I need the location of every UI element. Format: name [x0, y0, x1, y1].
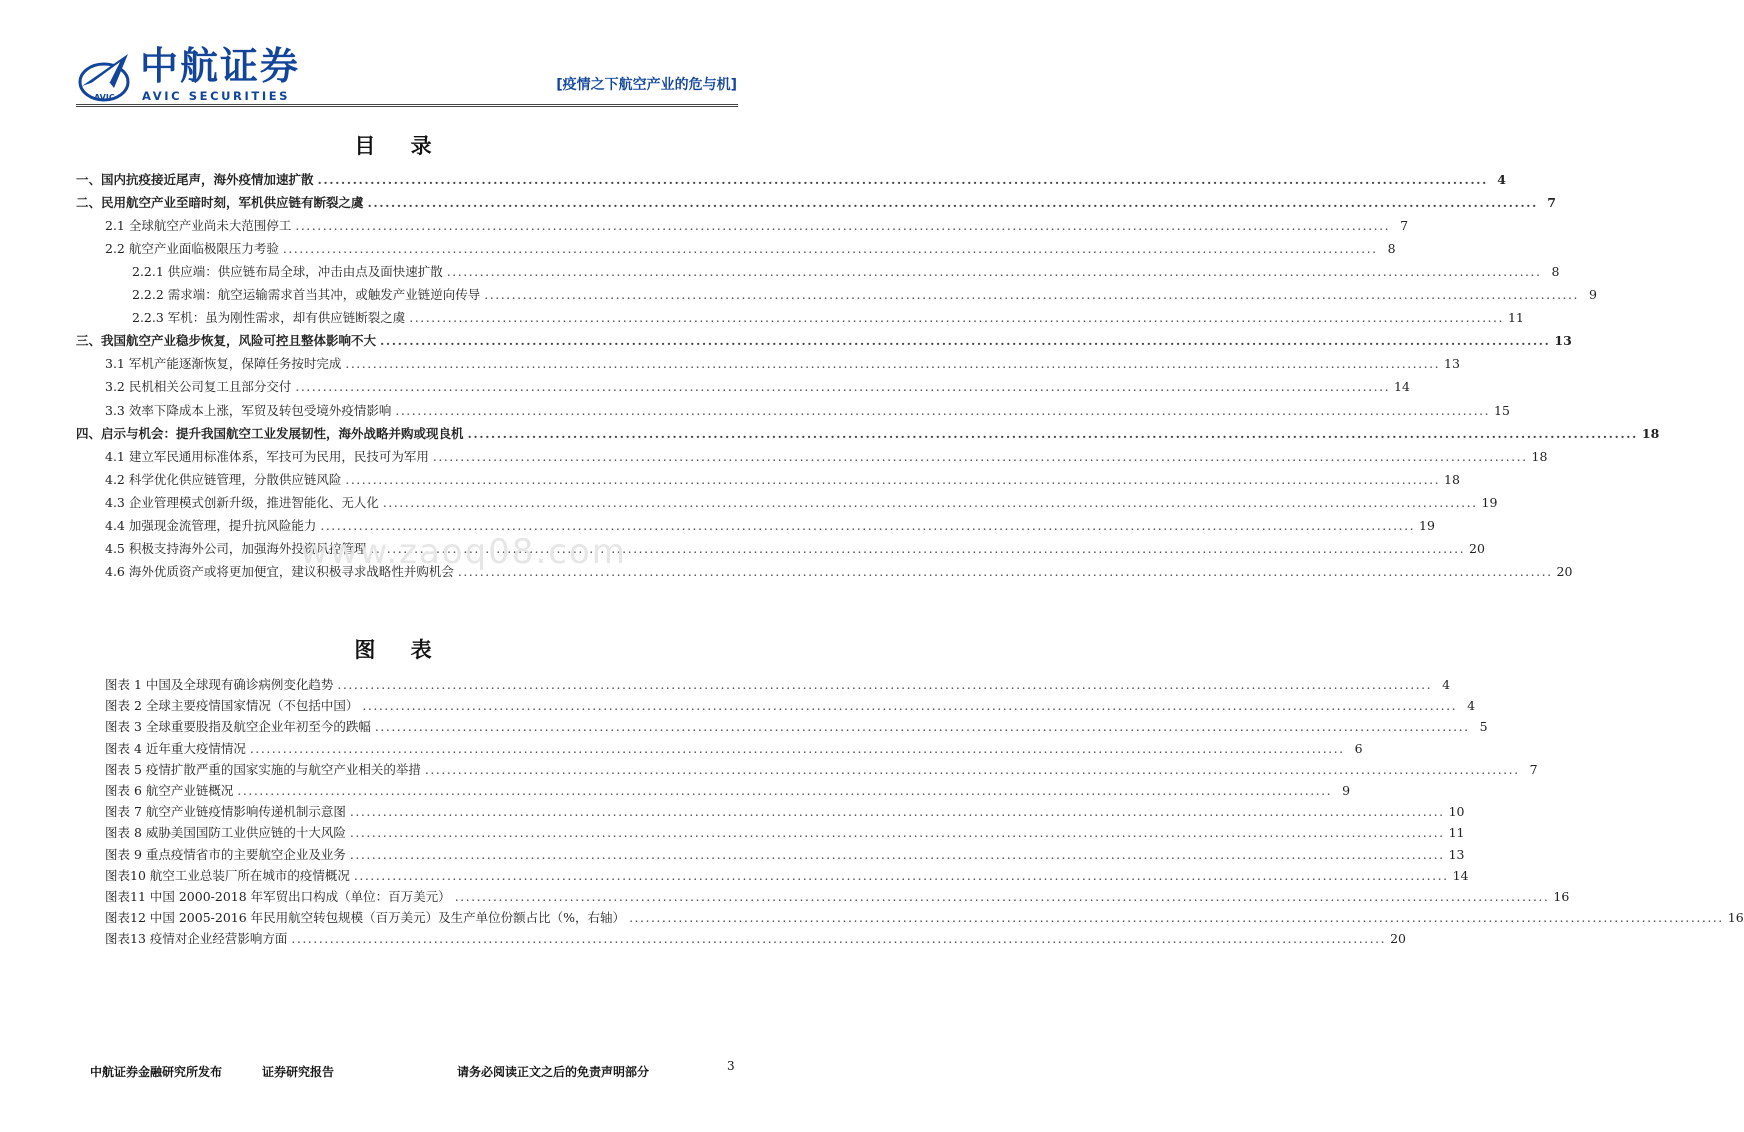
entry-page-number: 18	[1531, 448, 1548, 464]
entry-title: 一、国内抗疫接近尾声，海外疫情加速扩散	[76, 172, 314, 187]
figure-entry[interactable]	[105, 783, 1351, 799]
dot-leader: ........................................................................................................................................................................................................	[317, 172, 1488, 187]
entry-page-number: 13	[1444, 356, 1460, 372]
dot-leader: ........................................................................................................................................................................................................	[291, 931, 1387, 947]
entry-title: 图表 6 航空产业链概况	[105, 783, 234, 798]
entry-page-number: 16	[1553, 889, 1570, 904]
dot-leader: ........................................................................................................................................................................................................	[467, 425, 1638, 441]
entry-page-number: 9	[1589, 287, 1597, 303]
entry-title: 图表 5 疫情扩散严重的国家实施的与航空产业相关的举措	[105, 761, 421, 777]
footer-publisher: 中航证券金融研究所发布	[90, 1065, 223, 1079]
entry-title: 3.3 效率下降成本上涨，军贸及转包受境外疫情影响	[105, 402, 392, 418]
toc-entry[interactable]	[105, 379, 1410, 395]
toc-entry[interactable]	[132, 287, 1597, 303]
watermark: www.zaoq08.com	[300, 532, 627, 572]
toc-entry[interactable]	[105, 356, 1460, 372]
entry-page-number: 20	[1469, 540, 1485, 556]
entry-title: 4.6 海外优质资产或将更加便宜，建议积极寻求战略性并购机会	[105, 563, 454, 579]
figures-title: 图 表	[354, 637, 446, 662]
dot-leader: ........................................................................................................................................................................................................	[345, 471, 1441, 487]
header-divider	[76, 104, 738, 105]
figure-entry[interactable]	[105, 761, 1538, 778]
dot-leader: ........................................................................................................................................................................................................	[367, 195, 1538, 211]
dot-leader: ........................................................................................................................................................................................................	[370, 540, 1466, 556]
entry-page-number: 9	[1342, 783, 1351, 798]
footer-disclaimer: 请务必阅读正文之后的免责声明部分	[457, 1065, 650, 1079]
dot-leader: ........................................................................................................................................................................................................	[374, 719, 1470, 735]
entry-page-number: 11	[1507, 310, 1524, 326]
entry-title: 图表 7 航空产业链疫情影响传递机制示意图	[105, 804, 346, 820]
page-header	[0, 0, 800, 110]
dot-leader: ........................................................................................................................................................................................................	[282, 241, 1378, 257]
dot-leader: ........................................................................................................................................................................................................	[237, 783, 1333, 798]
dot-leader: ........................................................................................................................................................................................................	[629, 910, 1724, 926]
entry-title: 图表 4 近年重大疫情情况	[105, 740, 246, 756]
dot-leader: ........................................................................................................................................................................................................	[353, 867, 1449, 883]
toc-entry[interactable]	[76, 172, 1506, 188]
entry-title: 2.2.3 军机：虽为刚性需求，却有供应链断裂之虞	[132, 310, 406, 326]
entry-title: 4.3 企业管理模式创新升级，推进智能化、无人化	[105, 494, 379, 510]
entry-page-number: 20	[1556, 563, 1573, 579]
toc-entry[interactable]	[76, 333, 1572, 349]
entry-title: 图表13 疫情对企业经营影响方面	[105, 931, 288, 947]
toc-title: 目 录	[354, 133, 446, 158]
dot-leader: ........................................................................................................................................................................................................	[295, 218, 1391, 234]
entry-page-number: 13	[1448, 846, 1465, 862]
toc-entry[interactable]	[76, 195, 1556, 211]
entry-page-number: 7	[1529, 761, 1538, 777]
dot-leader: ........................................................................................................................................................................................................	[345, 356, 1441, 372]
entry-title: 图表10 航空工业总装厂所在城市的疫情概况	[105, 867, 350, 883]
figure-entry[interactable]	[105, 719, 1488, 735]
entry-title: 3.1 军机产能逐渐恢复，保障任务按时完成	[105, 356, 342, 372]
entry-title: 四、启示与机会：提升我国航空工业发展韧性，海外战略并购或现良机	[76, 425, 464, 441]
figure-entry[interactable]	[105, 846, 1465, 863]
entry-title: 3.2 民机相关公司复工且部分交付	[105, 379, 292, 395]
entry-title: 4.4 加强现金流管理，提升抗风险能力	[105, 517, 317, 533]
entry-title: 2.2.2 需求端：航空运输需求首当其冲，或触发产业链逆向传导	[132, 287, 481, 303]
page-footer	[0, 1055, 800, 1085]
entry-title: 图表 2 全球主要疫情国家情况（不包括中国）	[105, 698, 359, 714]
entry-title: 2.1 全球航空产业尚未大范围停工	[105, 218, 292, 234]
entry-page-number: 20	[1390, 931, 1406, 947]
entry-page-number: 8	[1387, 241, 1396, 257]
dot-leader: ........................................................................................................................................................................................................	[446, 264, 1542, 280]
entry-page-number: 14	[1394, 379, 1410, 395]
entry-page-number: 11	[1448, 825, 1465, 841]
dot-leader: ........................................................................................................................................................................................................	[337, 677, 1433, 692]
brand-name-cn: 中航证券	[140, 44, 301, 88]
entry-title: 4.5 积极支持海外公司，加强海外投资风控管理	[105, 540, 367, 556]
entry-page-number: 15	[1494, 402, 1510, 418]
entry-page-number: 19	[1419, 517, 1435, 533]
toc-entry[interactable]	[105, 494, 1498, 511]
entry-title: 三、我国航空产业稳步恢复，风险可控且整体影响不大	[76, 333, 377, 349]
figure-entry[interactable]	[105, 825, 1465, 841]
dot-leader: ........................................................................................................................................................................................................	[454, 889, 1550, 904]
dot-leader: ........................................................................................................................................................................................................	[249, 740, 1345, 756]
figure-entry[interactable]	[105, 910, 1744, 926]
entry-page-number: 16	[1727, 910, 1744, 926]
brand-name-en: AVIC SECURITIES	[142, 89, 291, 103]
toc-entry[interactable]	[105, 241, 1396, 257]
report-title-tag: [疫情之下航空产业的危与机]	[556, 77, 737, 93]
entry-page-number: 14	[1452, 867, 1469, 883]
toc-entry[interactable]	[76, 425, 1660, 442]
dot-leader: ........................................................................................................................................................................................................	[349, 804, 1445, 820]
page-number: 3	[727, 1059, 735, 1073]
entry-page-number: 13	[1554, 333, 1572, 349]
entry-title: 图表 3 全球重要股指及航空企业年初至今的跌幅	[105, 719, 371, 735]
entry-page-number: 4	[1467, 698, 1476, 714]
dot-leader: ........................................................................................................................................................................................................	[409, 310, 1504, 326]
dot-leader: ........................................................................................................................................................................................................	[382, 494, 1478, 510]
entry-title: 2.2.1 供应端：供应链布局全球，冲击由点及面快速扩散	[132, 264, 443, 280]
logo-text: AVIC	[94, 93, 115, 102]
toc-entry[interactable]	[105, 218, 1409, 234]
figure-entry[interactable]	[105, 698, 1476, 714]
figure-entry[interactable]	[105, 889, 1570, 905]
dot-leader: ........................................................................................................................................................................................................	[349, 846, 1445, 862]
entry-title: 图表12 中国 2005-2016 年民用航空转包规模（百万美元）及生产单位份额占比（%，右轴）	[105, 910, 626, 926]
avic-logo-icon	[76, 48, 136, 108]
entry-title: 二、民用航空产业至暗时刻，军机供应链有断裂之虞	[76, 195, 364, 211]
header-divider-secondary	[76, 106, 738, 107]
dot-leader: ........................................................................................................................................................................................................	[457, 563, 1553, 579]
entry-page-number: 19	[1481, 494, 1498, 510]
figure-entry[interactable]	[105, 867, 1469, 884]
figure-entry[interactable]	[105, 740, 1363, 757]
entry-page-number: 4	[1442, 677, 1451, 692]
entry-title: 2.2 航空产业面临极限压力考验	[105, 241, 279, 257]
figure-entry[interactable]	[105, 804, 1465, 820]
entry-page-number: 8	[1551, 264, 1560, 280]
entry-title: 4.1 建立军民通用标准体系，军技可为民用，民技可为军用	[105, 448, 429, 464]
footer-report-type: 证券研究报告	[262, 1065, 335, 1079]
dot-leader: ........................................................................................................................................................................................................	[395, 402, 1491, 418]
dot-leader: ........................................................................................................................................................................................................	[362, 698, 1458, 714]
dot-leader: ........................................................................................................................................................................................................	[380, 333, 1551, 349]
figure-entry[interactable]	[105, 931, 1406, 947]
entry-page-number: 18	[1641, 425, 1660, 441]
dot-leader: ........................................................................................................................................................................................................	[432, 448, 1528, 464]
dot-leader: ........................................................................................................................................................................................................	[349, 825, 1445, 841]
figure-entry[interactable]	[105, 677, 1451, 693]
entry-page-number: 10	[1448, 804, 1465, 820]
toc-entry[interactable]	[105, 448, 1548, 465]
dot-leader: ........................................................................................................................................................................................................	[320, 517, 1416, 533]
entry-page-number: 4	[1497, 172, 1506, 187]
toc-entry[interactable]	[132, 264, 1560, 280]
entry-page-number: 18	[1444, 471, 1460, 487]
dot-leader: ........................................................................................................................................................................................................	[484, 287, 1579, 303]
toc-entry[interactable]	[105, 402, 1510, 419]
toc-entry[interactable]	[105, 471, 1460, 488]
entry-page-number: 5	[1479, 719, 1488, 735]
entry-page-number: 6	[1354, 740, 1363, 756]
entry-title: 图表 9 重点疫情省市的主要航空企业及业务	[105, 846, 346, 862]
entry-title: 4.2 科学优化供应链管理，分散供应链风险	[105, 471, 342, 487]
entry-page-number: 7	[1400, 218, 1409, 234]
toc-entry[interactable]	[132, 310, 1524, 326]
dot-leader: ........................................................................................................................................................................................................	[295, 379, 1391, 395]
entry-title: 图表11 中国 2000-2018 年军贸出口构成（单位：百万美元）	[105, 889, 451, 904]
entry-title: 图表 1 中国及全球现有确诊病例变化趋势	[105, 677, 334, 692]
entry-page-number: 7	[1547, 195, 1556, 211]
entry-title: 图表 8 威胁美国国防工业供应链的十大风险	[105, 825, 346, 841]
dot-leader: ........................................................................................................................................................................................................	[424, 761, 1520, 777]
